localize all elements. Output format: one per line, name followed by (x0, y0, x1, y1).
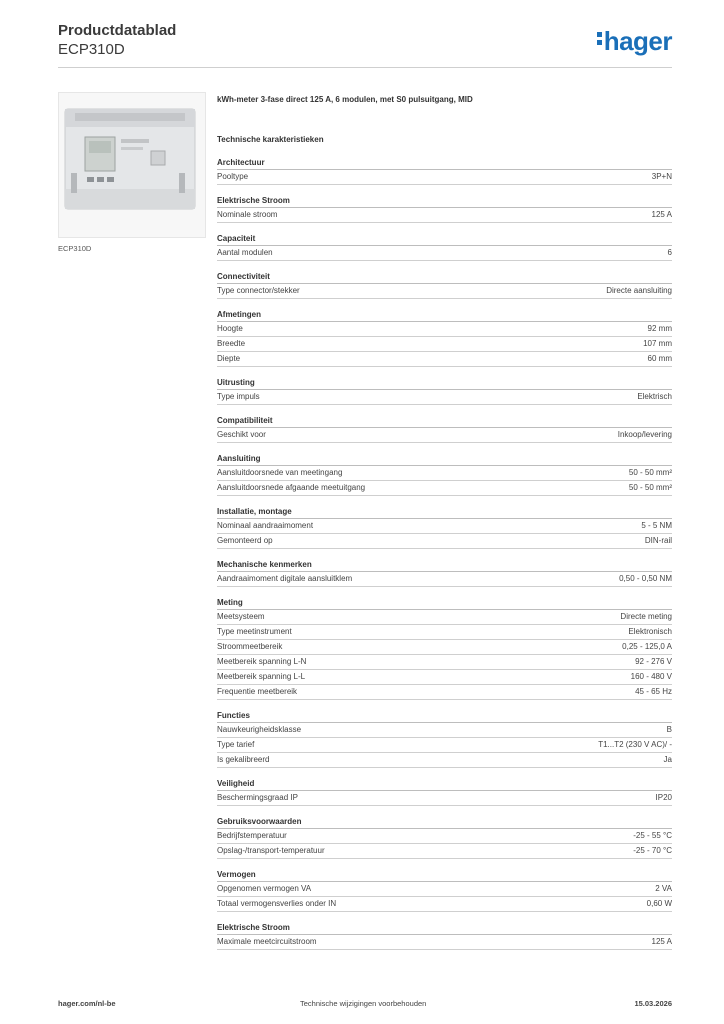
section-title: Installatie, montage (217, 506, 672, 519)
spec-label: Bedrijfstemperatuur (217, 831, 287, 840)
section-title: Vermogen (217, 869, 672, 882)
tech-heading: Technische karakteristieken (217, 135, 324, 144)
section-title: Afmetingen (217, 309, 672, 322)
section-title: Elektrische Stroom (217, 922, 672, 935)
spec-row (217, 466, 672, 481)
spec-row (217, 844, 672, 859)
spec-label: Totaal vermogensverlies onder IN (217, 899, 337, 908)
spec-section (217, 710, 672, 768)
spec-row (217, 534, 672, 549)
logo-dots-icon (597, 29, 602, 48)
spec-value: Ja (663, 755, 672, 764)
spec-value: Directe aansluiting (606, 286, 672, 295)
section-title: Architectuur (217, 157, 672, 170)
spec-label: Type tarief (217, 740, 255, 749)
spec-label: Type impuls (217, 392, 260, 401)
spec-value: 45 - 65 Hz (635, 687, 672, 696)
spec-row (217, 170, 672, 185)
spec-row (217, 428, 672, 443)
spec-value: IP20 (655, 793, 672, 802)
spec-row (217, 390, 672, 405)
spec-row (217, 640, 672, 655)
spec-label: Meetbereik spanning L-L (217, 672, 306, 681)
section-title: Capaciteit (217, 233, 672, 246)
spec-label: Hoogte (217, 324, 243, 333)
spec-value: 160 - 480 V (630, 672, 672, 681)
footer-website-link[interactable]: hager.com/nl-be (58, 999, 116, 1008)
spec-label: Meetbereik spanning L-N (217, 657, 307, 666)
spec-section (217, 816, 672, 859)
spec-section (217, 309, 672, 367)
spec-value: 125 A (651, 937, 672, 946)
image-caption: ECP310D (58, 244, 92, 253)
spec-section (217, 377, 672, 405)
section-title: Uitrusting (217, 377, 672, 390)
spec-value: Elektrisch (637, 392, 672, 401)
spec-label: Nominale stroom (217, 210, 278, 219)
spec-label: Nominaal aandraaimoment (217, 521, 314, 530)
spec-value: 6 (667, 248, 672, 257)
spec-section (217, 778, 672, 806)
spec-section (217, 195, 672, 223)
spec-label: Aantal modulen (217, 248, 273, 257)
spec-row (217, 829, 672, 844)
spec-row (217, 685, 672, 700)
spec-value: 92 - 276 V (635, 657, 672, 666)
spec-label: Frequentie meetbereik (217, 687, 298, 696)
spec-value: DIN-rail (644, 536, 672, 545)
hager-logo[interactable] (597, 26, 672, 57)
product-image (58, 92, 206, 238)
spec-row (217, 753, 672, 768)
spec-row (217, 284, 672, 299)
spec-label: Diepte (217, 354, 241, 363)
spec-label: Opslag-/transport-temperatuur (217, 846, 325, 855)
section-title: Compatibiliteit (217, 415, 672, 428)
spec-section (217, 869, 672, 912)
section-title: Functies (217, 710, 672, 723)
spec-row (217, 670, 672, 685)
spec-content (217, 95, 672, 960)
logo-text: hager (603, 26, 672, 56)
spec-row (217, 625, 672, 640)
section-title: Gebruiksvoorwaarden (217, 816, 672, 829)
spec-value: Directe meting (620, 612, 672, 621)
spec-value: Inkoop/levering (617, 430, 672, 439)
spec-label: Breedte (217, 339, 246, 348)
section-title: Veiligheid (217, 778, 672, 791)
spec-label: Aansluitdoorsnede afgaande meetuitgang (217, 483, 366, 492)
spec-label: Beschermingsgraad IP (217, 793, 298, 802)
spec-value: 5 - 5 NM (641, 521, 672, 530)
energy-meter-illustration (59, 93, 205, 237)
spec-value: -25 - 70 °C (633, 846, 672, 855)
spec-section (217, 506, 672, 549)
spec-value: 0,25 - 125,0 A (622, 642, 672, 651)
spec-value: B (666, 725, 672, 734)
spec-label: Maximale meetcircuitstroom (217, 937, 317, 946)
spec-row (217, 882, 672, 897)
spec-section (217, 922, 672, 950)
footer-disclaimer: Technische wijzigingen voorbehouden (300, 999, 427, 1008)
section-title: Connectiviteit (217, 271, 672, 284)
spec-value: 50 - 50 mm² (628, 483, 672, 492)
spec-section (217, 597, 672, 700)
spec-row (217, 723, 672, 738)
spec-value: 125 A (651, 210, 672, 219)
document-title: Productdatablad (58, 22, 177, 39)
spec-value: 60 mm (647, 354, 672, 363)
spec-label: Type connector/stekker (217, 286, 300, 295)
spec-row (217, 572, 672, 587)
spec-value: 50 - 50 mm² (628, 468, 672, 477)
spec-label: Gemonteerd op (217, 536, 273, 545)
spec-value: 3P+N (651, 172, 672, 181)
spec-label: Nauwkeurigheidsklasse (217, 725, 302, 734)
spec-row (217, 337, 672, 352)
spec-row (217, 208, 672, 223)
spec-section (217, 559, 672, 587)
spec-value: 0,50 - 0,50 NM (619, 574, 672, 583)
spec-section (217, 233, 672, 261)
spec-label: Is gekalibreerd (217, 755, 270, 764)
spec-sections (217, 157, 672, 950)
spec-label: Aandraaimoment digitale aansluitklem (217, 574, 353, 583)
spec-value: 2 VA (655, 884, 672, 893)
spec-section (217, 453, 672, 496)
product-description: kWh-meter 3-fase direct 125 A, 6 modulen, met S0 pulsuitgang, MID (217, 95, 473, 104)
spec-row (217, 352, 672, 367)
spec-row (217, 246, 672, 261)
footer-date: 15.03.2026 (634, 999, 672, 1008)
spec-row (217, 322, 672, 337)
spec-section (217, 415, 672, 443)
spec-row (217, 655, 672, 670)
spec-label: Opgenomen vermogen VA (217, 884, 312, 893)
spec-label: Stroommeetbereik (217, 642, 283, 651)
spec-row (217, 610, 672, 625)
spec-value: 0,60 W (646, 899, 672, 908)
section-title: Meting (217, 597, 672, 610)
section-title: Aansluiting (217, 453, 672, 466)
spec-value: 92 mm (647, 324, 672, 333)
spec-row (217, 897, 672, 912)
spec-value: 107 mm (643, 339, 672, 348)
section-title: Elektrische Stroom (217, 195, 672, 208)
spec-value: T1...T2 (230 V AC)/ - (598, 740, 672, 749)
spec-label: Geschikt voor (217, 430, 266, 439)
spec-section (217, 157, 672, 185)
spec-label: Type meetinstrument (217, 627, 292, 636)
spec-label: Pooltype (217, 172, 249, 181)
spec-row (217, 791, 672, 806)
spec-value: -25 - 55 °C (633, 831, 672, 840)
spec-label: Meetsysteem (217, 612, 265, 621)
spec-row (217, 481, 672, 496)
spec-row (217, 738, 672, 753)
product-code: ECP310D (58, 41, 125, 58)
spec-value: Elektronisch (628, 627, 672, 636)
spec-section (217, 271, 672, 299)
spec-label: Aansluitdoorsnede van meetingang (217, 468, 343, 477)
section-title: Mechanische kenmerken (217, 559, 672, 572)
spec-row (217, 519, 672, 534)
spec-row (217, 935, 672, 950)
page-header (58, 22, 672, 68)
